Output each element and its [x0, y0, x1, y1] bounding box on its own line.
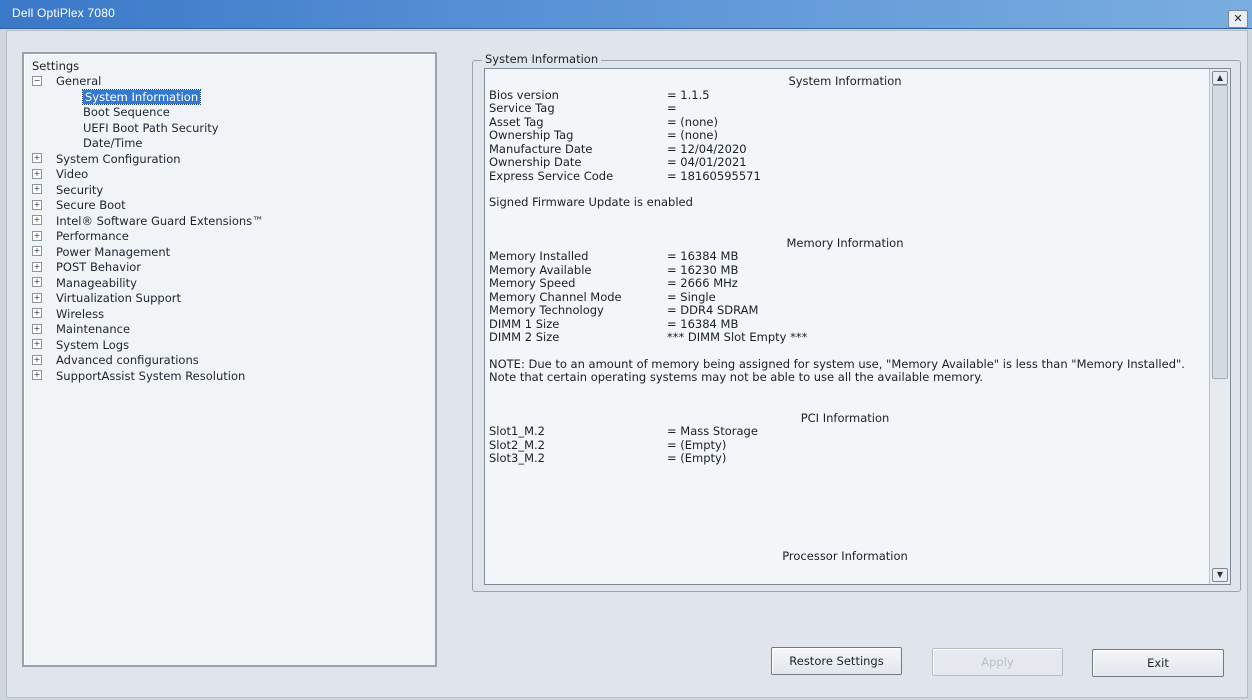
- expand-icon[interactable]: +: [33, 292, 41, 302]
- info-row: [489, 250, 1201, 264]
- tree-item-video[interactable]: [32, 167, 431, 183]
- info-value: = Single: [667, 289, 716, 304]
- tree-item-secure-boot[interactable]: [32, 198, 431, 214]
- tree-item-supportassist[interactable]: [32, 369, 431, 385]
- tree-item-label: Boot Sequence: [83, 105, 170, 119]
- info-value: = (none): [667, 114, 718, 129]
- tree-item-label: Security: [56, 182, 104, 197]
- scrollbar-thumb[interactable]: [1212, 85, 1228, 379]
- scroll-up-icon[interactable]: ▲: [1212, 71, 1228, 85]
- tree-item-performance[interactable]: [32, 229, 431, 245]
- info-row: [489, 89, 1201, 103]
- info-value: *** DIMM Slot Empty ***: [667, 330, 808, 344]
- tree-item-label: Manageability: [56, 275, 137, 290]
- tree-item-label: Video: [56, 167, 89, 181]
- section-heading-pci: PCI Information: [800, 410, 890, 425]
- expand-icon[interactable]: +: [33, 261, 41, 271]
- info-value: = (Empty): [667, 437, 727, 452]
- info-row: [489, 452, 1201, 466]
- tree-item-label: Maintenance: [56, 322, 131, 336]
- info-key: Ownership Tag: [489, 128, 574, 142]
- info-key: DIMM 2 Size: [489, 330, 560, 344]
- info-value: = 2666 MHz: [667, 276, 738, 290]
- tree-item-label: System Logs: [56, 337, 130, 352]
- expand-icon[interactable]: +: [33, 168, 41, 178]
- info-key: Bios version: [489, 87, 559, 102]
- info-key: Express Service Code: [489, 168, 614, 183]
- firmware-note: Signed Firmware Update is enabled: [489, 195, 693, 209]
- information-textbox[interactable]: [484, 68, 1231, 585]
- tree-item-power-management[interactable]: [32, 245, 431, 261]
- info-value: = (none): [667, 128, 718, 142]
- tree-item-virtualization-support[interactable]: [32, 291, 431, 307]
- info-key: Slot1_M.2: [489, 424, 546, 438]
- info-row: [489, 102, 1201, 116]
- exit-button[interactable]: Exit: [1092, 649, 1224, 677]
- info-row: [489, 129, 1201, 143]
- expand-icon[interactable]: +: [33, 153, 41, 162]
- info-row: [489, 143, 1201, 157]
- tree-item-label: UEFI Boot Path Security: [83, 120, 219, 135]
- apply-button[interactable]: Apply: [932, 648, 1063, 676]
- tree-item-manageability[interactable]: [32, 276, 431, 292]
- info-key: DIMM 1 Size: [489, 316, 560, 331]
- info-value: = DDR4 SDRAM: [667, 303, 759, 317]
- info-row: [489, 425, 1201, 439]
- tree-item-post-behavior[interactable]: [32, 260, 431, 276]
- tree-item-uefi-boot-path-security[interactable]: [32, 121, 431, 137]
- tree-item-label: Advanced configurations: [56, 353, 199, 367]
- expand-icon[interactable]: +: [33, 184, 41, 193]
- settings-tree-panel: [22, 52, 437, 667]
- info-key: Slot2_M.2: [489, 437, 546, 452]
- tree-item-label: System Configuration: [56, 151, 181, 166]
- info-value: = 16384 MB: [667, 316, 739, 331]
- settings-tree: [32, 58, 431, 384]
- info-value: = 16384 MB: [667, 249, 739, 263]
- tree-item-wireless[interactable]: [32, 307, 431, 323]
- info-value: = (Empty): [667, 451, 727, 465]
- tree-item-intel-sgx[interactable]: [32, 214, 431, 230]
- info-value: = 16230 MB: [667, 262, 739, 277]
- info-value: = Mass Storage: [667, 424, 758, 438]
- tree-item-label: Intel® Software Guard Extensions™: [56, 213, 264, 228]
- tree-item-system-logs[interactable]: [32, 338, 431, 354]
- vertical-scrollbar[interactable]: [1209, 69, 1230, 584]
- tree-item-system-information[interactable]: [32, 90, 431, 106]
- info-key: Memory Installed: [489, 249, 589, 263]
- info-row: [489, 116, 1201, 130]
- tree-item-general[interactable]: [32, 74, 431, 90]
- tree-item-label: General: [56, 74, 102, 88]
- info-row: [489, 318, 1201, 332]
- tree-item-security[interactable]: [32, 183, 431, 199]
- expand-icon[interactable]: +: [33, 215, 41, 224]
- tree-item-label: Date/Time: [83, 136, 143, 150]
- info-value: = 04/01/2021: [667, 155, 747, 169]
- tree-item-boot-sequence[interactable]: [32, 105, 431, 121]
- collapse-icon[interactable]: −: [33, 75, 41, 85]
- expand-icon[interactable]: +: [33, 323, 41, 333]
- tree-item-label: SupportAssist System Resolution: [56, 368, 246, 383]
- info-row: [489, 331, 1201, 345]
- info-value: = 1.1.5: [667, 87, 710, 102]
- info-row: [489, 291, 1201, 305]
- information-content: [489, 75, 1201, 563]
- info-value: =: [667, 101, 677, 115]
- info-key: Memory Technology: [489, 303, 604, 317]
- info-value: = 18160595571: [667, 168, 761, 183]
- memory-note: NOTE: Due to an amount of memory being assigned for system use, "Memory Available" is less than "Memory Installed". Note that certain operating systems may not be able to use all the available memory.: [489, 356, 1185, 384]
- close-button[interactable]: ✕: [1228, 10, 1248, 28]
- info-key: Asset Tag: [489, 114, 544, 129]
- window-title: Dell OptiPlex 7080: [12, 6, 115, 20]
- tree-item-label: POST Behavior: [56, 260, 142, 274]
- tree-item-label: Secure Boot: [56, 198, 126, 212]
- section-heading-system: System Information: [788, 74, 902, 88]
- info-value: = 12/04/2020: [667, 141, 747, 156]
- expand-icon[interactable]: +: [33, 370, 41, 379]
- info-key: Memory Channel Mode: [489, 289, 622, 304]
- info-key: Memory Speed: [489, 276, 576, 290]
- expand-icon[interactable]: +: [33, 199, 41, 209]
- info-row: [489, 304, 1201, 318]
- info-row: [489, 277, 1201, 291]
- expand-icon[interactable]: +: [33, 308, 41, 317]
- expand-icon[interactable]: +: [33, 230, 41, 240]
- info-row: [489, 439, 1201, 453]
- tree-item-advanced-configurations[interactable]: [32, 353, 431, 369]
- info-key: Memory Available: [489, 262, 592, 277]
- info-key: Slot3_M.2: [489, 451, 546, 465]
- expand-icon[interactable]: +: [33, 277, 41, 286]
- tree-item-label: System Information: [85, 89, 199, 104]
- tree-item-label: Power Management: [56, 244, 171, 259]
- expand-icon[interactable]: +: [33, 339, 41, 348]
- tree-item-maintenance[interactable]: [32, 322, 431, 338]
- info-key: Ownership Date: [489, 155, 582, 169]
- tree-item-date-time[interactable]: [32, 136, 431, 152]
- info-row: [489, 170, 1201, 184]
- info-row: [489, 156, 1201, 170]
- info-key: Manufacture Date: [489, 141, 593, 156]
- tree-item-label: Wireless: [56, 306, 105, 321]
- info-row: [489, 264, 1201, 278]
- section-heading-memory: Memory Information: [786, 235, 904, 250]
- tree-item-label: Virtualization Support: [56, 291, 182, 305]
- tree-root-settings: Settings: [32, 59, 80, 73]
- section-heading-processor: Processor Information: [782, 548, 908, 563]
- title-bar: [0, 0, 1252, 29]
- info-key: Service Tag: [489, 101, 555, 115]
- tree-item-label: Performance: [56, 229, 129, 243]
- scroll-down-icon[interactable]: ▼: [1212, 568, 1228, 582]
- expand-icon[interactable]: +: [33, 246, 41, 255]
- tree-item-system-configuration[interactable]: [32, 152, 431, 168]
- group-title: System Information: [482, 52, 601, 66]
- expand-icon[interactable]: +: [33, 354, 41, 364]
- restore-settings-button[interactable]: Restore Settings: [771, 647, 902, 675]
